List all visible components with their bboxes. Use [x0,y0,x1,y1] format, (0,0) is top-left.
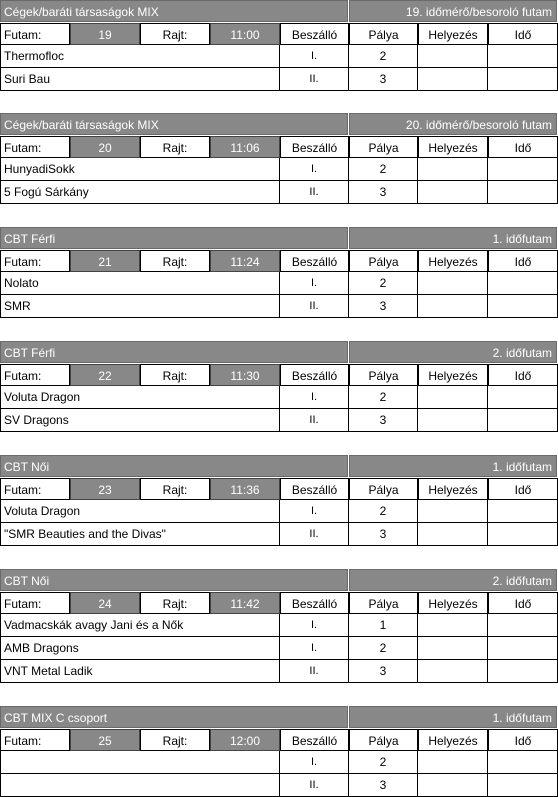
ido-header: Idő [488,136,558,158]
ido-header: Idő [488,250,558,272]
team-name: Suri Bau [0,68,280,91]
category-title: CBT Női [0,455,348,477]
palya-value: 1 [349,614,418,637]
beszallo-value: I. [280,45,349,68]
team-row [0,774,558,797]
race-header-row [0,729,558,751]
beszallo-value: I. [280,751,349,774]
race-number: 24 [70,592,140,614]
race-title-row [0,706,558,729]
ido-input[interactable] [488,614,558,637]
helyezes-input[interactable] [418,614,488,637]
heat-title: 1. időfutam [349,227,557,249]
beszallo-value: II. [280,181,349,204]
race-title-row [0,0,558,23]
helyezes-input[interactable] [418,386,488,409]
palya-value: 3 [349,660,418,683]
ido-header: Idő [488,23,558,45]
ido-header: Idő [488,364,558,386]
ido-input[interactable] [488,660,558,683]
beszallo-value: I. [280,500,349,523]
futam-label: Futam: [0,136,70,158]
palya-header: Pálya [349,23,418,45]
helyezes-header: Helyezés [418,23,488,45]
team-name: SMR [0,295,280,318]
team-name: Voluta Dragon [0,386,280,409]
team-name: "SMR Beauties and the Divas" [0,523,280,546]
ido-input[interactable] [488,295,558,318]
ido-input[interactable] [488,523,558,546]
helyezes-input[interactable] [418,272,488,295]
race-title-row [0,227,558,250]
team-row [0,409,558,432]
team-row [0,295,558,318]
palya-value: 2 [349,272,418,295]
team-row [0,614,558,637]
race-number: 19 [70,23,140,45]
helyezes-input[interactable] [418,660,488,683]
race-title-row [0,455,558,478]
ido-header: Idő [488,592,558,614]
beszallo-header: Beszálló [280,478,349,500]
ido-input[interactable] [488,45,558,68]
futam-label: Futam: [0,23,70,45]
team-name [0,774,280,797]
race-number: 25 [70,729,140,751]
ido-input[interactable] [488,68,558,91]
helyezes-input[interactable] [418,181,488,204]
rajt-label: Rajt: [140,136,210,158]
category-title: CBT MIX C csoport [0,706,348,728]
palya-value: 2 [349,158,418,181]
helyezes-input[interactable] [418,500,488,523]
race-number: 22 [70,364,140,386]
race-title-row [0,113,558,136]
team-row [0,751,558,774]
team-name: AMB Dragons [0,637,280,660]
team-row [0,272,558,295]
beszallo-header: Beszálló [280,364,349,386]
helyezes-header: Helyezés [418,136,488,158]
ido-input[interactable] [488,500,558,523]
beszallo-value: II. [280,774,349,797]
helyezes-header: Helyezés [418,592,488,614]
ido-input[interactable] [488,181,558,204]
heat-title: 1. időfutam [349,455,557,477]
helyezes-input[interactable] [418,295,488,318]
ido-input[interactable] [488,637,558,660]
helyezes-header: Helyezés [418,478,488,500]
rajt-label: Rajt: [140,364,210,386]
team-row [0,45,558,68]
palya-value: 2 [349,500,418,523]
start-time: 11:00 [210,23,280,45]
team-name: 5 Fogú Sárkány [0,181,280,204]
palya-header: Pálya [349,136,418,158]
beszallo-value: II. [280,295,349,318]
team-row [0,386,558,409]
beszallo-value: I. [280,158,349,181]
category-title: CBT Férfi [0,341,348,363]
beszallo-value: II. [280,660,349,683]
start-time: 11:36 [210,478,280,500]
team-name: Voluta Dragon [0,500,280,523]
start-time: 11:06 [210,136,280,158]
category-title: CBT Női [0,569,348,591]
futam-label: Futam: [0,592,70,614]
beszallo-header: Beszálló [280,592,349,614]
race-header-row [0,23,558,45]
race-title-row [0,569,558,592]
rajt-label: Rajt: [140,729,210,751]
team-row [0,637,558,660]
race-number: 23 [70,478,140,500]
race-title-row [0,341,558,364]
team-row [0,500,558,523]
start-time: 11:42 [210,592,280,614]
beszallo-value: II. [280,409,349,432]
team-name: HunyadiSokk [0,158,280,181]
team-name: Nolato [0,272,280,295]
ido-input[interactable] [488,774,558,797]
beszallo-header: Beszálló [280,136,349,158]
ido-input[interactable] [488,272,558,295]
helyezes-header: Helyezés [418,729,488,751]
team-name: Vadmacskák avagy Jani és a Nők [0,614,280,637]
palya-value: 3 [349,523,418,546]
heat-title: 1. időfutam [349,706,557,728]
team-row [0,181,558,204]
rajt-label: Rajt: [140,478,210,500]
beszallo-value: I. [280,386,349,409]
beszallo-header: Beszálló [280,250,349,272]
heat-title: 2. időfutam [349,569,557,591]
team-row [0,158,558,181]
rajt-label: Rajt: [140,592,210,614]
ido-input[interactable] [488,751,558,774]
helyezes-input[interactable] [418,637,488,660]
race-header-row [0,592,558,614]
ido-input[interactable] [488,409,558,432]
start-time: 11:30 [210,364,280,386]
futam-label: Futam: [0,729,70,751]
rajt-label: Rajt: [140,250,210,272]
heat-title: 19. időmérő/besoroló futam [349,0,557,22]
ido-header: Idő [488,729,558,751]
start-time: 12:00 [210,729,280,751]
beszallo-header: Beszálló [280,23,349,45]
start-time: 11:24 [210,250,280,272]
beszallo-value: I. [280,614,349,637]
rajt-label: Rajt: [140,23,210,45]
helyezes-input[interactable] [418,68,488,91]
palya-value: 3 [349,68,418,91]
beszallo-value: II. [280,68,349,91]
helyezes-input[interactable] [418,409,488,432]
team-row [0,660,558,683]
heat-title: 2. időfutam [349,341,557,363]
category-title: Cégek/baráti társaságok MIX [0,113,348,135]
palya-header: Pálya [349,250,418,272]
team-name [0,751,280,774]
race-number: 20 [70,136,140,158]
race-header-row [0,364,558,386]
team-name: Thermofloc [0,45,280,68]
palya-value: 3 [349,774,418,797]
palya-header: Pálya [349,729,418,751]
race-header-row [0,136,558,158]
palya-value: 3 [349,295,418,318]
palya-value: 2 [349,637,418,660]
palya-header: Pálya [349,478,418,500]
palya-value: 2 [349,751,418,774]
helyezes-input[interactable] [418,751,488,774]
palya-header: Pálya [349,364,418,386]
race-header-row [0,250,558,272]
team-name: SV Dragons [0,409,280,432]
category-title: CBT Férfi [0,227,348,249]
palya-value: 3 [349,181,418,204]
race-number: 21 [70,250,140,272]
palya-value: 3 [349,409,418,432]
futam-label: Futam: [0,478,70,500]
team-row [0,68,558,91]
beszallo-value: I. [280,272,349,295]
palya-value: 2 [349,386,418,409]
ido-header: Idő [488,478,558,500]
futam-label: Futam: [0,364,70,386]
heat-title: 20. időmérő/besoroló futam [349,113,557,135]
helyezes-header: Helyezés [418,364,488,386]
helyezes-input[interactable] [418,774,488,797]
helyezes-header: Helyezés [418,250,488,272]
palya-header: Pálya [349,592,418,614]
helyezes-input[interactable] [418,158,488,181]
beszallo-value: I. [280,637,349,660]
team-name: VNT Metal Ladik [0,660,280,683]
race-header-row [0,478,558,500]
palya-value: 2 [349,45,418,68]
helyezes-input[interactable] [418,523,488,546]
team-row [0,523,558,546]
category-title: Cégek/baráti társaságok MIX [0,0,348,22]
ido-input[interactable] [488,386,558,409]
futam-label: Futam: [0,250,70,272]
ido-input[interactable] [488,158,558,181]
beszallo-header: Beszálló [280,729,349,751]
helyezes-input[interactable] [418,45,488,68]
beszallo-value: II. [280,523,349,546]
